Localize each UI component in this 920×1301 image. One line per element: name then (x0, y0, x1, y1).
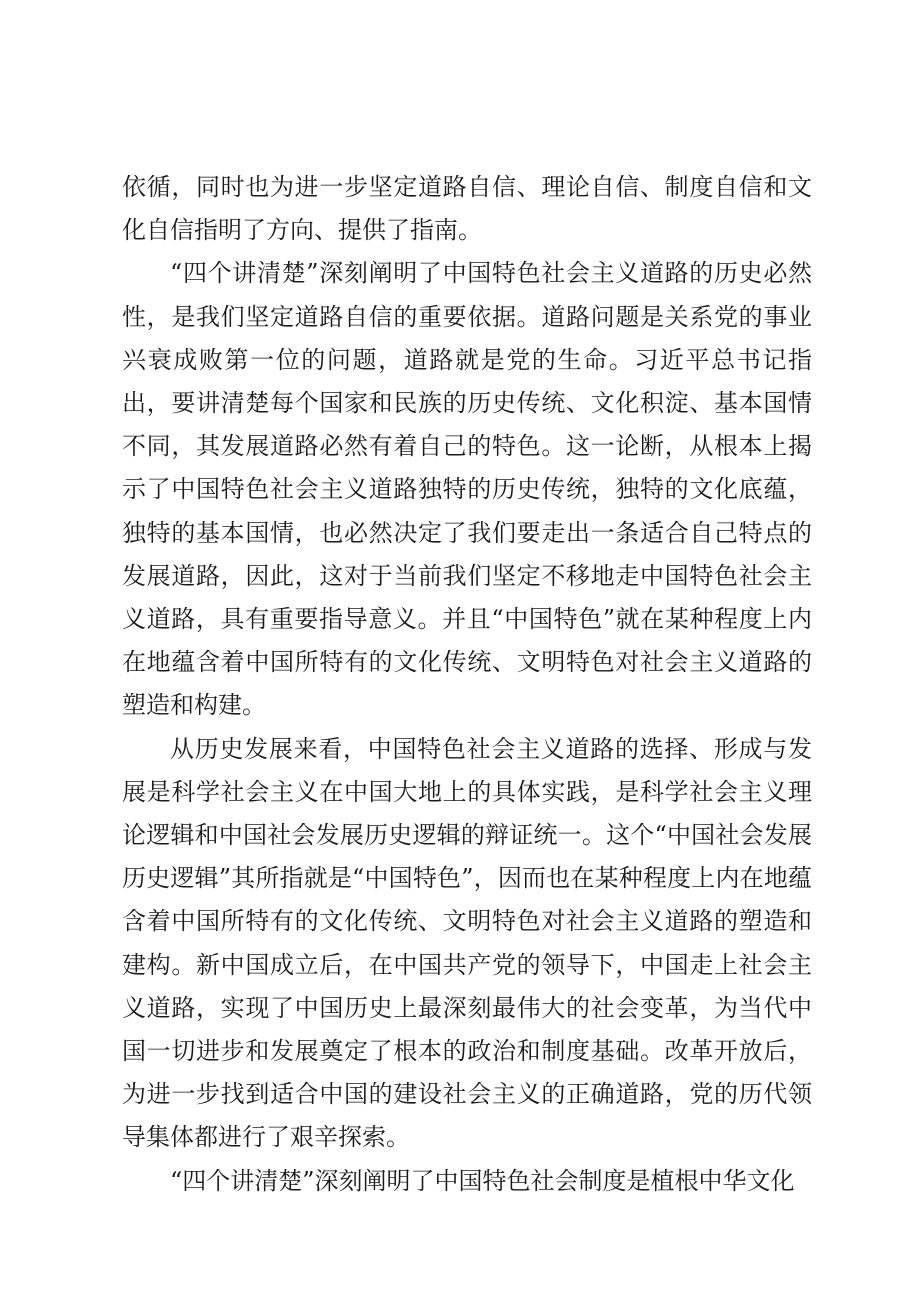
body-text (122, 166, 812, 1203)
paragraph-social-system: “四个讲清楚”深刻阐明了中国特色社会制度是植根中华文化 (170, 1166, 795, 1195)
paragraph-historical-development: 从历史发展来看，中国特色社会主义道路的选择、形成与发展是科学社会主义在中国大地上的具体实践，是科学社会主义理论逻辑和中国社会发展历史逻辑的辩证统一。这个“中国社会发展历史逻辑”其所指就是“中国特色”，因而也在某种程度上内在地蕴含着中国所特有的文化传统、文明特色对社会主义道路的塑造和建构。新中国成立后，在中国共产党的领导下，中国走上社会主义道路，实现了中国历史上最深刻最伟大的社会变革，为当代中国一切进步和发展奠定了根本的政治和制度基础。改革开放后，为进一步找到适合中国的建设社会主义的正确道路，党的历代领导集体都进行了艰辛探索。 (122, 734, 812, 1152)
paragraph-continuation: 依循，同时也为进一步坚定道路自信、理论自信、制度自信和文化自信指明了方向、提供了指南。 (122, 173, 812, 245)
paragraph-road-confidence: “四个讲清楚”深刻阐明了中国特色社会主义道路的历史必然性，是我们坚定道路自信的重要依据。道路问题是关系党的事业兴衰成败第一位的问题，道路就是党的生命。习近平总书记指出，要讲清楚每个国家和民族的历史传统、文化积淀、基本国情不同，其发展道路必然有着自己的特色。这一论断，从根本上揭示了中国特色社会主义道路独特的历史传统，独特的文化底蕴，独特的基本国情，也必然决定了我们要走出一条适合自己特点的发展道路，因此，这对于当前我们坚定不移地走中国特色社会主义道路，具有重要指导意义。并且“中国特色”就在某种程度上内在地蕴含着中国所特有的文化传统、文明特色对社会主义道路的塑造和构建。 (122, 259, 812, 720)
